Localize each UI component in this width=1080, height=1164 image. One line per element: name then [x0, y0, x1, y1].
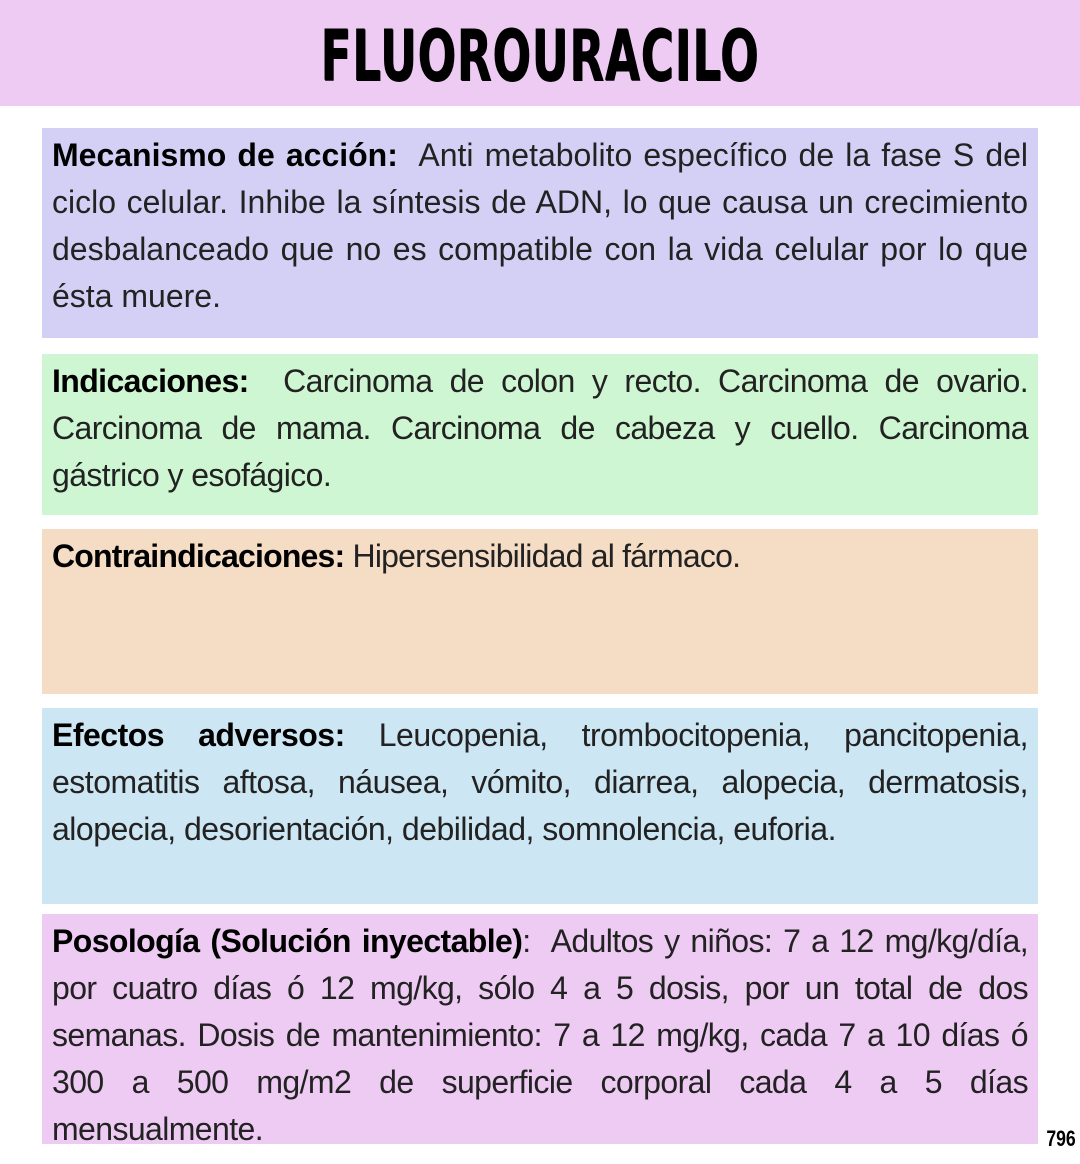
section-text: Hipersensibilidad al fármaco.: [352, 538, 741, 574]
section-label: Posología (Solución inyectable): [52, 923, 523, 959]
section-text: Adultos y niños: 7 a 12 mg/kg/día, por cuatro días ó 12 mg/kg, sólo 4 a 5 dosis, por un total de dos semanas. Dosis de mantenimiento: 7 a 12 mg/kg, cada 7 a 10 días ó 300 a 500 mg/m2 de superficie corporal cada 4 a 5 días mensualmente.: [52, 923, 1028, 1147]
section-text: Carcinoma de colon y recto. Carcinoma de ovario. Carcinoma de mama. Carcinoma de cabeza y cuello. Carcinoma gástrico y esofágico.: [52, 363, 1028, 493]
section-label: Efectos adversos:: [52, 717, 345, 753]
section-text: Anti metabolito específico de la fase S del ciclo celular. Inhibe la síntesis de ADN, lo que causa un crecimiento desbalanceado que no es compatible con la vida celular por lo que ésta muere.: [52, 137, 1029, 314]
section-text: Leucopenia, trombocitopenia, pancitopenia, estomatitis aftosa, náusea, vómito, diarrea, alopecia, dermatosis, alopecia, desorientación, debilidad, somnolencia, euforia.: [52, 717, 1029, 847]
section-label: Indicaciones:: [52, 363, 249, 399]
section-indicaciones: [42, 354, 1038, 515]
section-mecanismo-de-accion: [42, 128, 1038, 338]
section-label: Mecanismo de acción:: [52, 137, 398, 173]
title-banner: [0, 0, 1080, 106]
section-posologia: [42, 914, 1038, 1147]
section-efectos-adversos: [42, 708, 1038, 904]
page-number: 796: [1046, 1126, 1076, 1151]
label-colon: :: [522, 923, 531, 959]
section-label: Contraindicaciones:: [52, 538, 345, 574]
page-title: FLUOROURACILO: [320, 15, 760, 97]
section-contraindicaciones: [42, 529, 1038, 694]
